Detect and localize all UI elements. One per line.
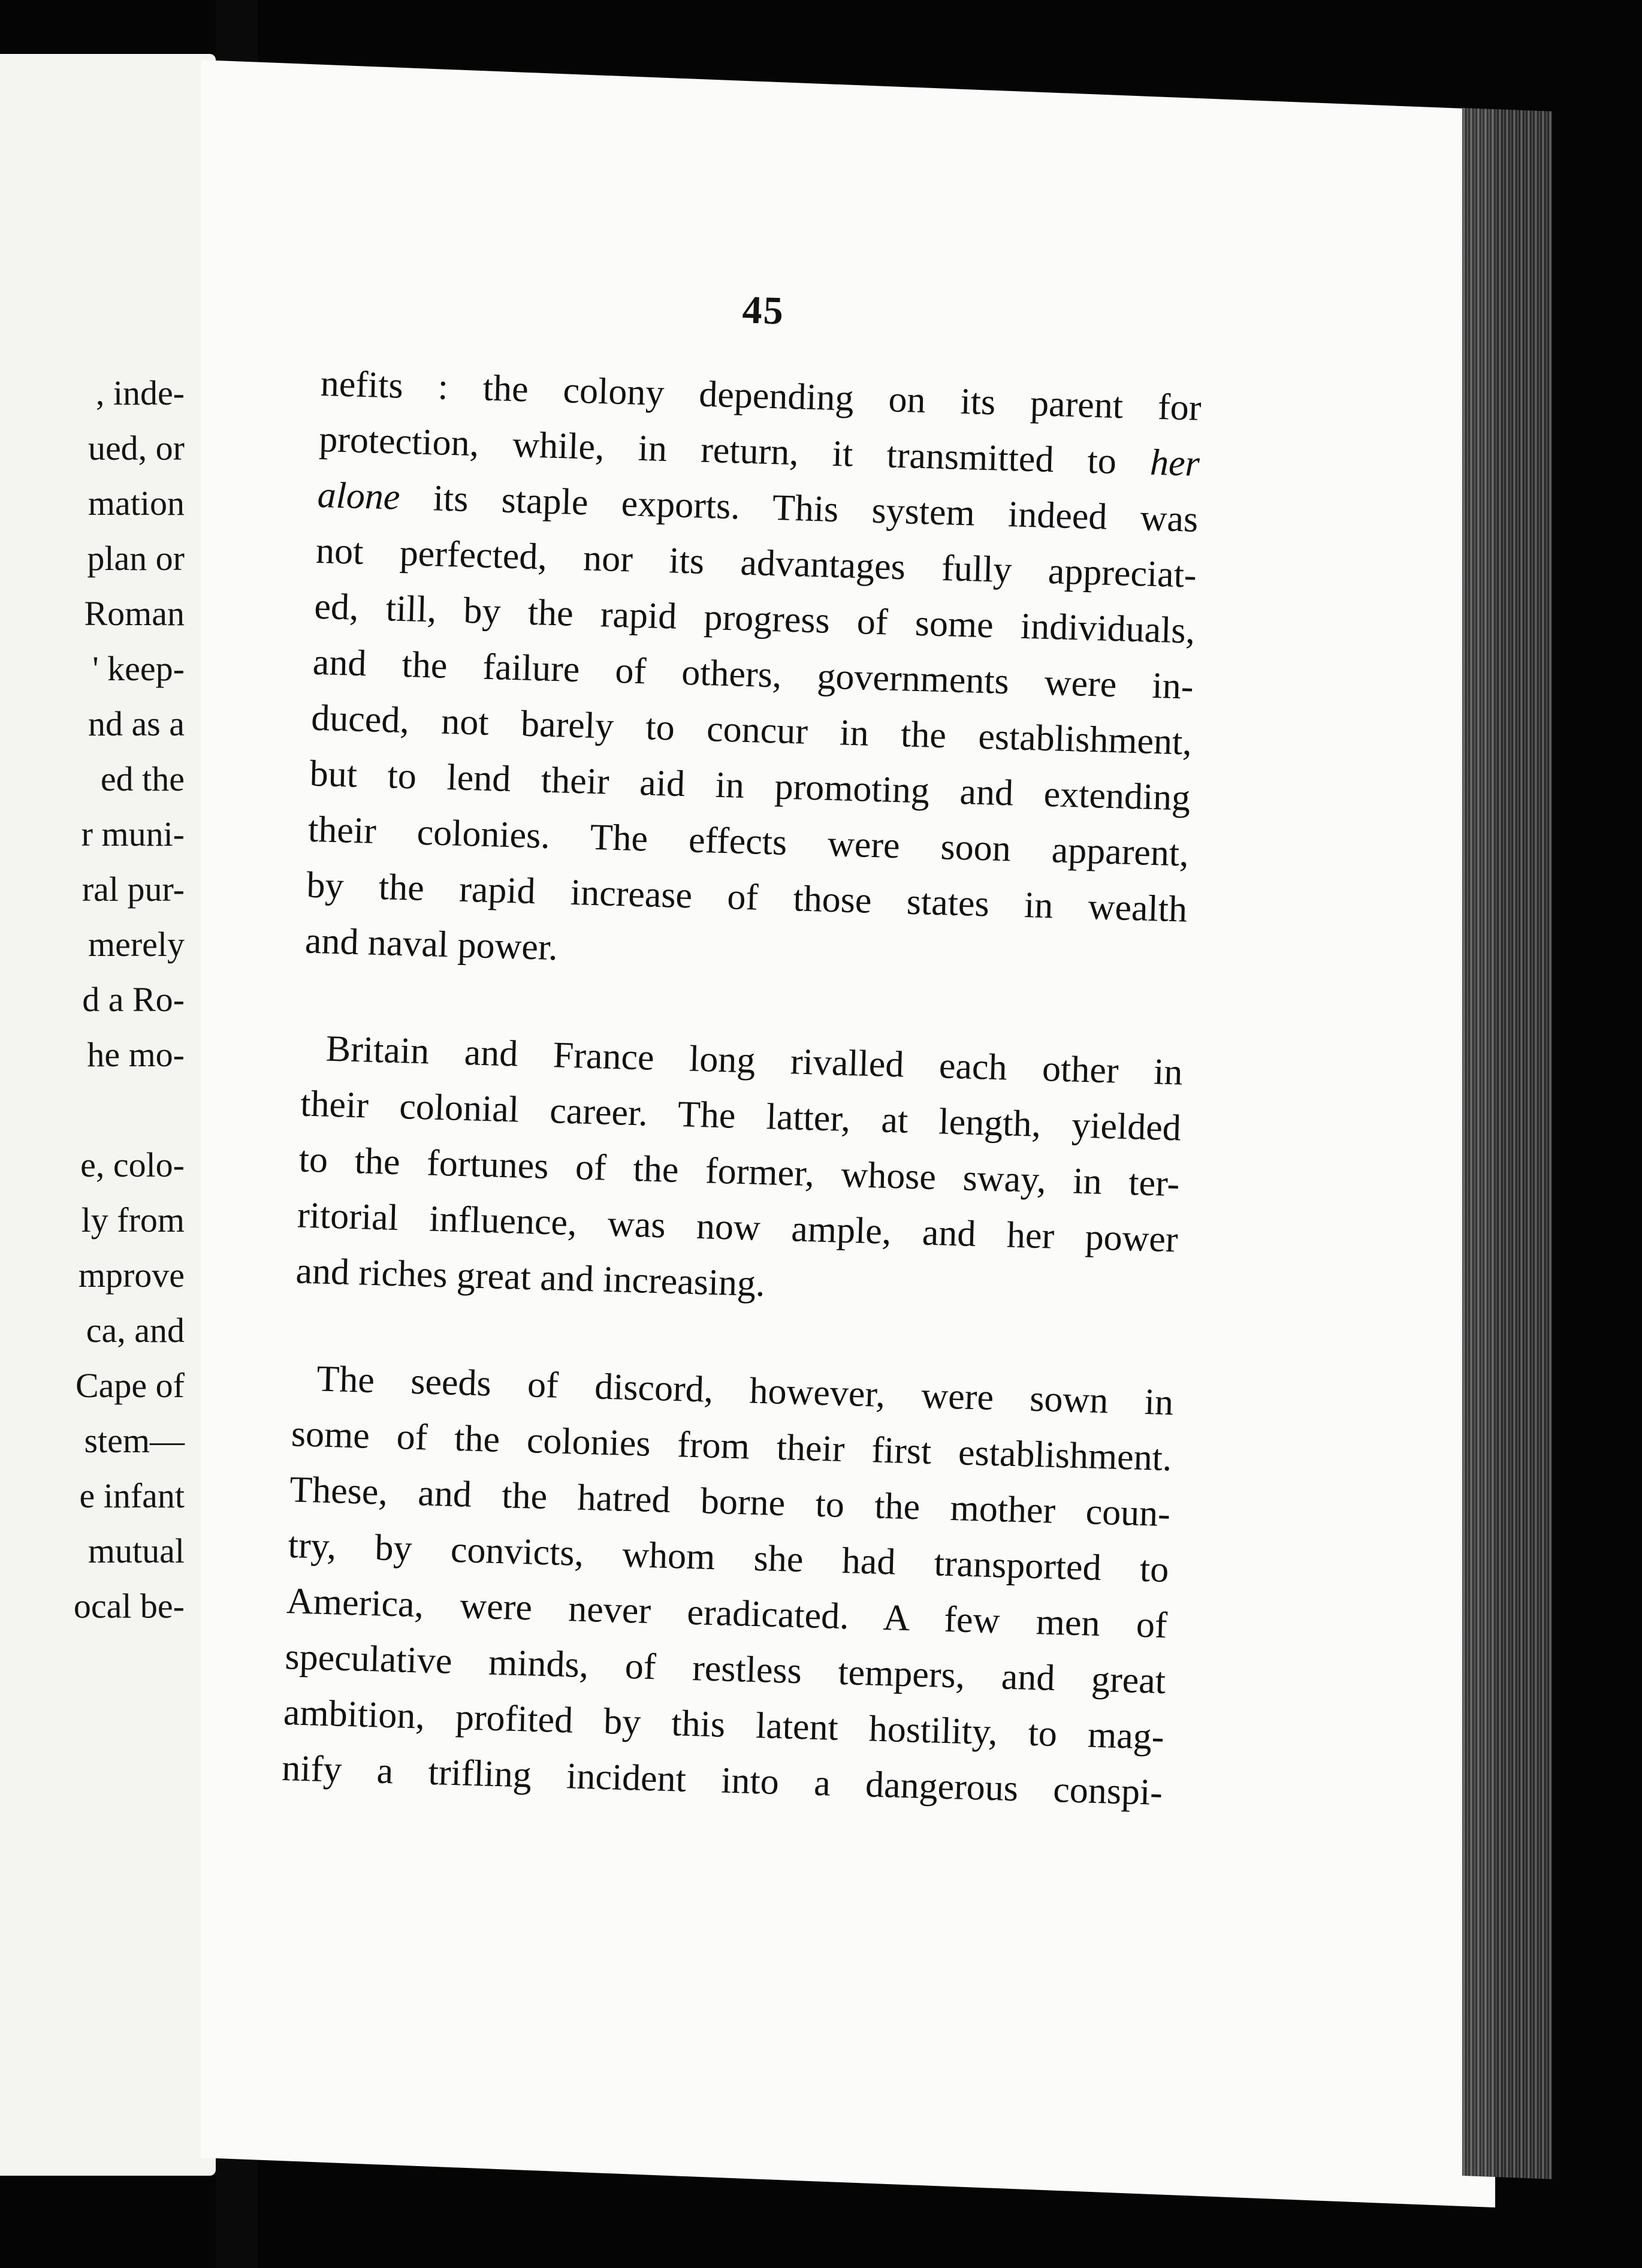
text-line: their colonies. The effects were soon apparent,: [307, 809, 1190, 874]
page-text-block: [281, 276, 1204, 1821]
left-line: r muni-: [81, 815, 185, 853]
text-line: and naval power.: [304, 920, 559, 969]
text-line: and riches great and increasing.: [295, 1250, 766, 1305]
text-line: by the rapid increase of those states in wealth: [306, 864, 1188, 930]
left-line: e, colo-: [80, 1145, 185, 1184]
text-run: protection, while, in return, it transmitted to: [318, 418, 1151, 483]
left-line: e infant: [79, 1476, 185, 1515]
left-line: stem—: [84, 1421, 185, 1460]
left-line: Cape of: [76, 1366, 185, 1405]
text-line: duced, not barely to concur in the establishment,: [310, 697, 1193, 763]
left-line: mation: [87, 484, 185, 523]
left-line: ca, and: [86, 1311, 185, 1350]
text-line: but to lend their aid in promoting and extending: [309, 753, 1191, 819]
text-line: their colonial career. The latter, at length, yielded: [300, 1083, 1182, 1149]
text-line: nify a trifling incident into a dangerous conspi-: [281, 1748, 1163, 1814]
text-line: and the failure of others, governments were in-: [312, 641, 1194, 707]
text-line: ritorial influence, was now ample, and her power: [297, 1195, 1179, 1260]
left-line: merely: [87, 925, 185, 964]
left-page-text: [5, 366, 185, 1634]
left-line: ued, or: [87, 429, 185, 468]
text-line: America, were never eradicated. A few men of: [286, 1581, 1168, 1646]
left-line: Roman: [84, 594, 185, 633]
paragraph-1: [304, 356, 1202, 994]
page-number: 45: [741, 288, 785, 333]
emphasis-her: her: [1149, 442, 1200, 484]
left-line: plan or: [87, 539, 185, 578]
paragraph-3: [281, 1350, 1174, 1821]
text-line: try, by convicts, whom she had transported to: [287, 1525, 1170, 1591]
text-line: speculative minds, of restless tempers, and great: [284, 1636, 1167, 1702]
text-line: These, and the hatred borne to the mother coun-: [289, 1469, 1171, 1535]
left-paragraph-gap: [5, 1082, 185, 1138]
text-line: not perfected, nor its advantages fully appreciat-: [315, 530, 1197, 596]
left-line: he mo-: [87, 1035, 185, 1074]
left-line: ral pur-: [82, 870, 185, 909]
text-line: ambition, profited by this latent hostility, to mag-: [283, 1692, 1165, 1758]
left-line: mprove: [78, 1256, 185, 1295]
left-line: ly from: [81, 1201, 185, 1239]
page-stack-edge: [1462, 108, 1552, 2179]
left-line: d a Ro-: [82, 980, 185, 1019]
text-line: to the fortunes of the former, whose sway, in ter-: [298, 1139, 1181, 1205]
paragraph-2: [295, 1021, 1183, 1324]
text-line: The seeds of discord, however, were sown in: [316, 1358, 1175, 1423]
left-line: ' keep-: [92, 649, 185, 688]
text-line: ed, till, by the rapid progress of some individuals,: [313, 586, 1196, 652]
left-line: , inde-: [95, 373, 185, 412]
left-line: nd as a: [87, 704, 185, 743]
left-line: ed the: [100, 759, 185, 798]
text-line: nefits : the colony depending on its parent for: [320, 363, 1202, 429]
text-line: Britain and France long rivalled each other in: [325, 1028, 1184, 1093]
emphasis-alone: alone: [316, 474, 401, 518]
text-run: its staple exports. This system indeed was: [399, 476, 1199, 540]
left-facing-page: [0, 54, 216, 2176]
left-line: mutual: [87, 1531, 185, 1570]
left-line: ocal be-: [73, 1587, 185, 1625]
text-line: some of the colonies from their first establishment.: [291, 1413, 1173, 1479]
